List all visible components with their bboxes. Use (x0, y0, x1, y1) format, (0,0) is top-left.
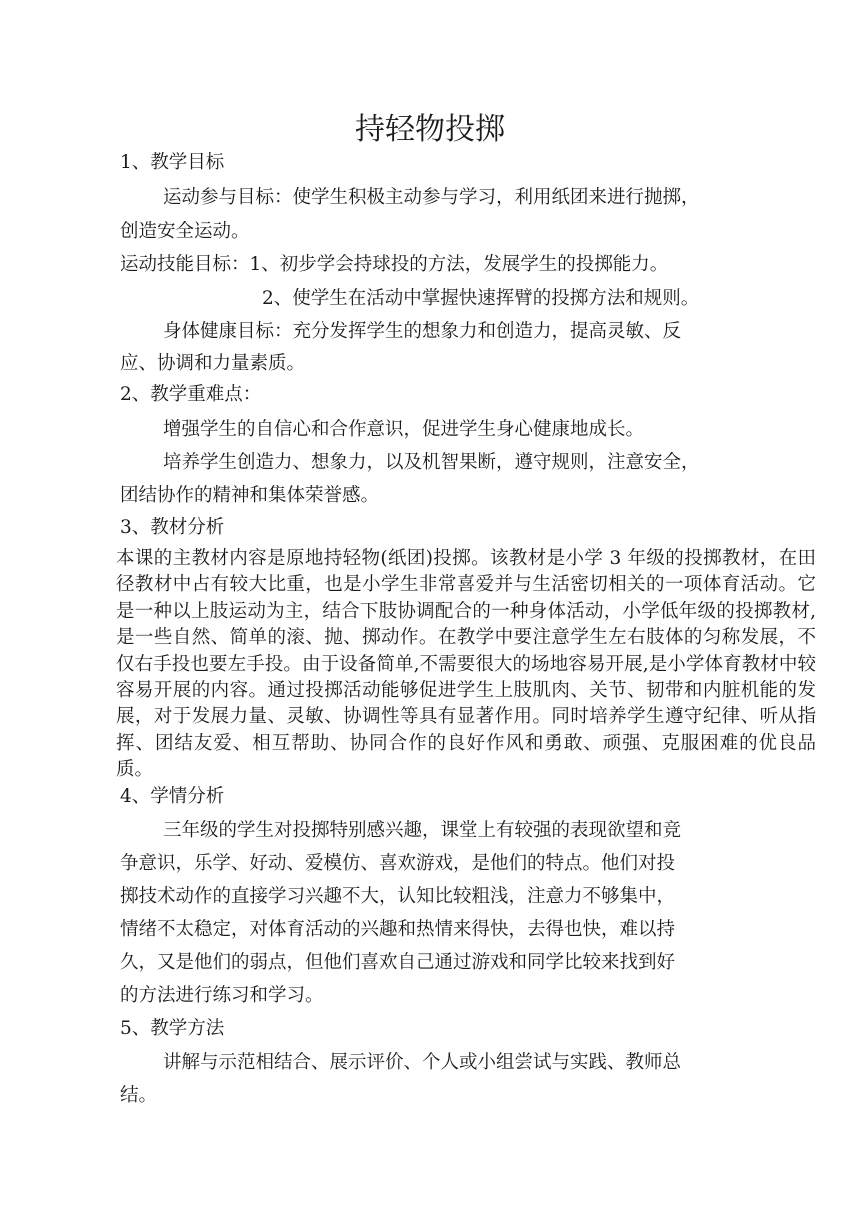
skill-goal-1: 运动技能目标：1、初步学会持球投的方法，发展学生的投掷能力。 (120, 254, 669, 275)
participation-goal-line-1: 运动参与目标：使学生积极主动参与学习，利用纸团来进行抛掷， (163, 187, 700, 208)
student-analysis-line: 的方法进行练习和学习。 (120, 985, 324, 1006)
skill-goal-2: 2、使学生在活动中掌握快速挥臂的投掷方法和规则。 (262, 288, 700, 309)
student-analysis-line: 掷技术动作的直接学习兴趣不大，认知比较粗浅，注意力不够集中， (120, 886, 676, 907)
material-analysis-paragraph: 本课的主教材内容是原地持轻物(纸团)投掷。该教材是小学 3 年级的投掷教材，在田径教材中占有较大比重，也是小学生非常喜爱并与生活密切相关的一项体育活动。它是一种以上肢运动为主，结合下肢协调配合的一种身体活动，小学低年级的投掷教材,是一些自然、简单的滚、抛、掷动作。在教学中要注意学生左右肢体的匀称发展，不仅右手投也要左手投。由于设备简单,不需要很大的场地容易开展,是小学体育教材中较容易开展的内容。通过投掷活动能够促进学生上肢肌肉、关节、韧带和内脏机能的发展，对于发展力量、灵敏、协调性等具有显著作用。同时培养学生遵守纪律、听从指挥、团结友爱、相互帮助、协同合作的良好作风和勇敢、顽强、克服困难的优良品质。 (116, 548, 816, 781)
participation-goal-line-2: 创造安全运动。 (120, 221, 250, 242)
key-point-1: 增强学生的自信心和合作意识，促进学生身心健康地成长。 (163, 419, 645, 440)
page-title: 持轻物投掷 (355, 112, 505, 147)
section-heading-students: 4、学情分析 (120, 786, 225, 807)
health-goal-line-2: 应、协调和力量素质。 (120, 353, 306, 374)
methods-line-1: 讲解与示范相结合、展示评价、个人或小组尝试与实践、教师总 (163, 1052, 682, 1073)
student-analysis-line: 久，又是他们的弱点，但他们喜欢自己通过游戏和同学比较来找到好 (120, 952, 676, 973)
health-goal-line-1: 身体健康目标：充分发挥学生的想象力和创造力，提高灵敏、反 (163, 321, 682, 342)
key-point-2-line-1: 培养学生创造力、想象力，以及机智果断，遵守规则，注意安全， (163, 452, 700, 473)
student-analysis-line: 情绪不太稳定，对体育活动的兴趣和热情来得快，去得也快，难以持 (120, 919, 676, 940)
section-heading-objectives: 1、教学目标 (120, 152, 225, 173)
section-heading-key-points: 2、教学重难点： (120, 384, 262, 405)
student-analysis-line: 三年级的学生对投掷特别感兴趣，课堂上有较强的表现欲望和竞 (163, 820, 682, 841)
key-point-2-line-2: 团结协作的精神和集体荣誉感。 (120, 485, 380, 506)
section-heading-methods: 5、教学方法 (120, 1018, 225, 1039)
student-analysis-line: 争意识，乐学、好动、爱模仿、喜欢游戏，是他们的特点。他们对投 (120, 853, 676, 874)
section-heading-material: 3、教材分析 (120, 517, 225, 538)
methods-line-2: 结。 (120, 1085, 158, 1106)
